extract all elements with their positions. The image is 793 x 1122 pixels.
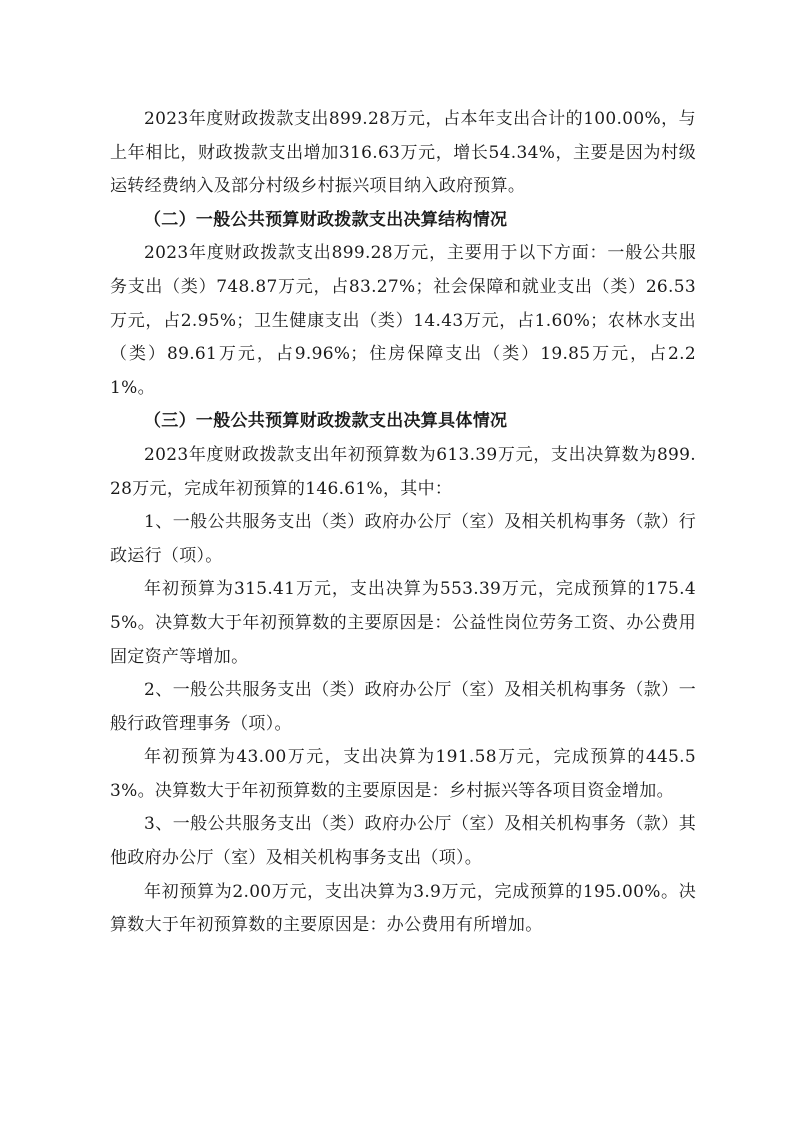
paragraph-item-2-detail: 年初预算为43.00万元，支出决算为191.58万元，完成预算的445.53%。决算数大于年初预算数的主要原因是：乡村振兴等各项目资金增加。 [110, 747, 696, 801]
heading-section-2: （二）一般公共预算财政拨款支出决算结构情况 [144, 209, 508, 230]
document-page [110, 103, 696, 943]
paragraph-item-3-detail: 年初预算为2.00万元，支出决算为3.9万元，完成预算的195.00%。决算数大于年初预算数的主要原因是：办公费用有所增加。 [110, 881, 696, 936]
paragraph-expenditure-structure: 2023年度财政拨款支出899.28万元，主要用于以下方面：一般公共服务支出（类）748.87万元，占83.27%；社会保障和就业支出（类）26.53万元，占2.95%；卫生健康支出（类）14.43万元，占1.60%；农林水支出（类）89.61万元，占9.96%；住房保障支出（类）19.85万元，占2.21%。 [110, 243, 696, 398]
paragraph-expenditure-overview: 2023年度财政拨款支出899.28万元，占本年支出合计的100.00%，与上年相比，财政拨款支出增加316.63万元，增长54.34%，主要是因为村级运转经费纳入及部分村级乡村振兴项目纳入政府预算。 [110, 109, 696, 197]
paragraph-item-3-title: 3、一般公共服务支出（类）政府办公厅（室）及相关机构事务（款）其他政府办公厅（室）及相关机构事务支出（项）。 [110, 814, 696, 869]
paragraph-budget-summary: 2023年度财政拨款支出年初预算数为613.39万元，支出决算数为899.28万元，完成年初预算的146.61%，其中： [110, 444, 696, 499]
paragraph-item-1-title: 1、一般公共服务支出（类）政府办公厅（室）及相关机构事务（款）行政运行（项）。 [110, 512, 696, 566]
paragraph-item-1-detail: 年初预算为315.41万元，支出决算为553.39万元，完成预算的175.45%。决算数大于年初预算数的主要原因是：公益性岗位劳务工资、办公费用固定资产等增加。 [110, 579, 696, 667]
heading-section-3: （三）一般公共预算财政拨款支出决算具体情况 [144, 411, 508, 432]
paragraph-item-2-title: 2、一般公共服务支出（类）政府办公厅（室）及相关机构事务（款）一般行政管理事务（项）。 [110, 680, 696, 734]
